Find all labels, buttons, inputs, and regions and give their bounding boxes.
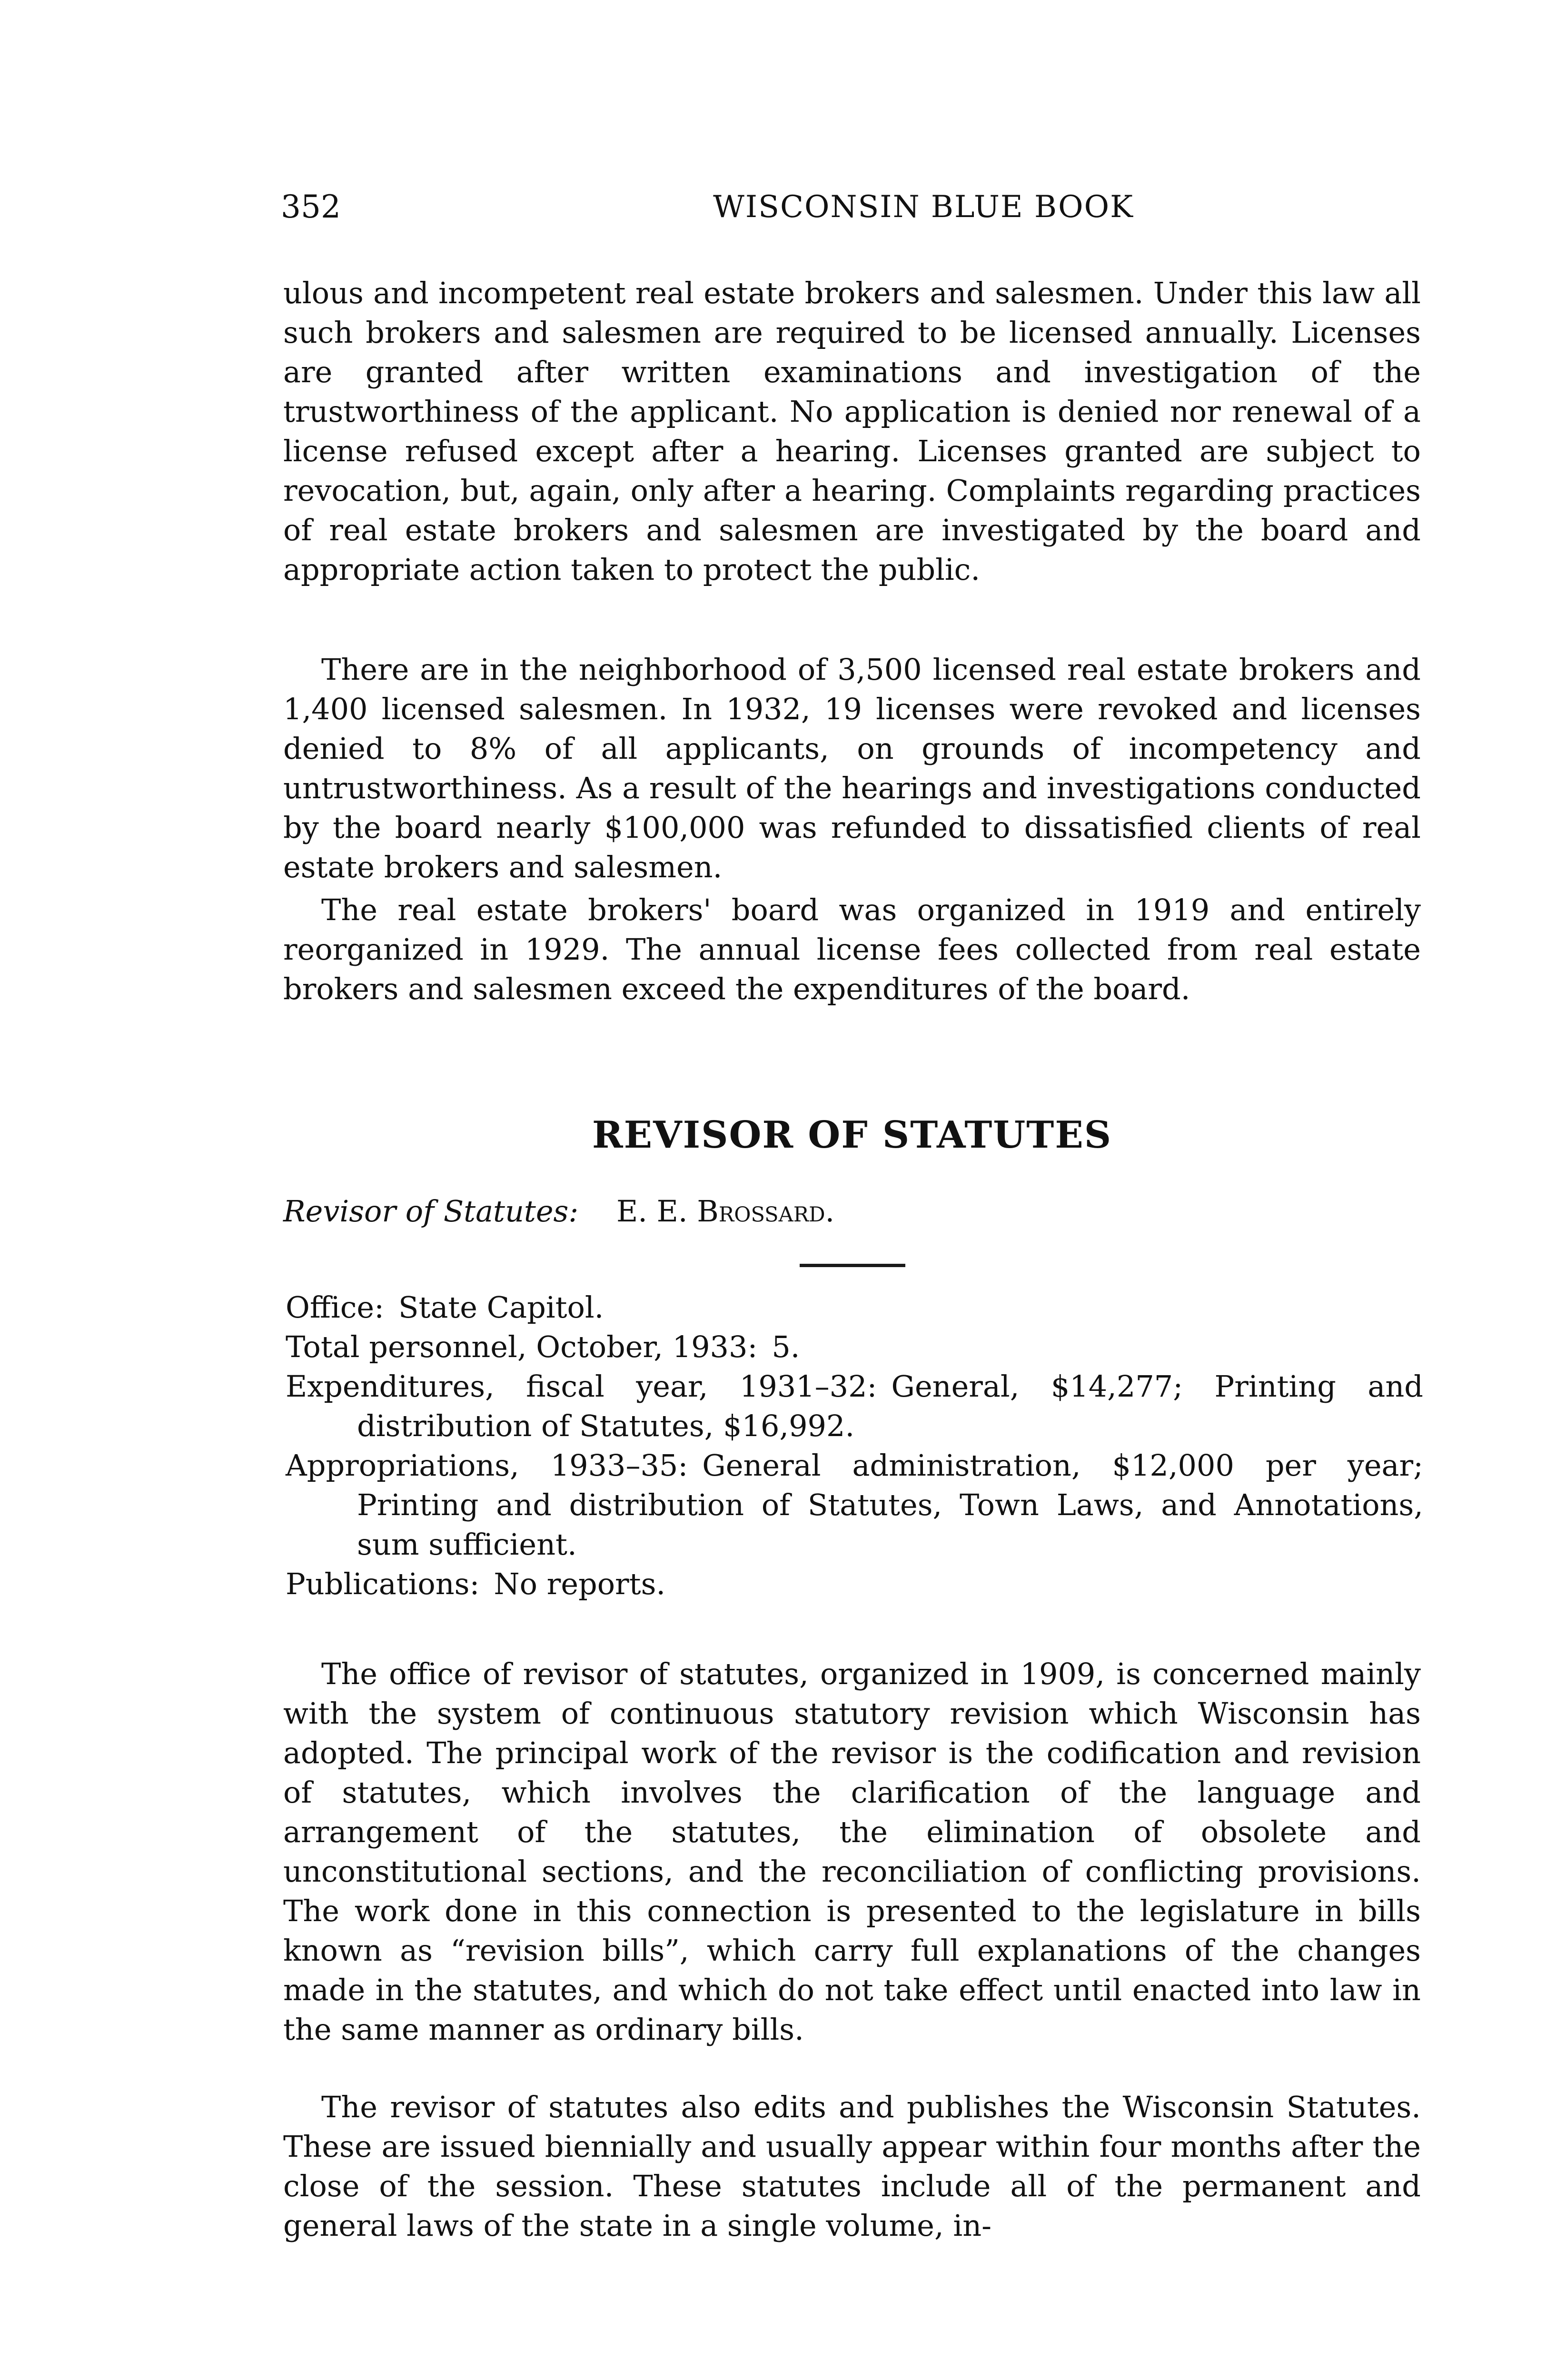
brokers-statistics-paragraph: [283, 650, 1421, 887]
board-history-paragraph: [283, 890, 1421, 1009]
fact-value: State Capitol.: [398, 1290, 604, 1325]
section-divider: [800, 1264, 905, 1267]
office-facts: [286, 1288, 1423, 1604]
fact-label: Office:: [286, 1290, 385, 1325]
section-title: REVISOR OF STATUTES: [592, 1113, 1112, 1157]
paragraph-text: ulous and incompetent real estate brokers and salesmen. Under this law all such brokers and salesmen are required to be licensed annually. Licenses are granted after written examinations and investigation of the trustworthiness of the applicant. No application is denied nor renewal of a license refused except after a hearing. Licenses granted are subject to revocation, but, again, only after a hearing. Complaints regarding practices of real estate brokers and salesmen are investigated by the board and appropriate action taken to protect the public.: [283, 276, 1421, 587]
fact-label: Publications:: [286, 1567, 480, 1601]
fact-appropriations: [286, 1446, 1423, 1564]
paragraph-text: The revisor of statutes also edits and publishes the Wisconsin Statutes. These are issued biennially and usually appear within four months after the close of the session. These statutes include all of the permanent and general laws of the state in a single volume, in-: [283, 2090, 1421, 2243]
fact-label: Total personnel, October, 1933:: [286, 1329, 758, 1364]
statutes-publication-paragraph: [283, 2087, 1421, 2245]
fact-value: General, $14,277; Printing and distribution of Statutes, $16,992.: [357, 1369, 1423, 1443]
fact-office: [286, 1288, 1423, 1327]
page-header: [281, 181, 1423, 233]
paragraph-text: There are in the neighborhood of 3,500 licensed real estate brokers and 1,400 licensed salesmen. In 1932, 19 licenses were revoked and licenses denied to 8% of all applicants, on grounds of incompetency and untrustworthiness. As a result of the hearings and investigations conducted by the board nearly $100,000 was refunded to dissatisfied clients of real estate brokers and salesmen.: [283, 652, 1421, 884]
running-title: WISCONSIN BLUE BOOK: [713, 189, 1134, 225]
continued-paragraph: [283, 273, 1421, 589]
officer-line: [283, 1190, 1421, 1233]
fact-value: General administration, $12,000 per year; Printing and distribution of Statutes, Town Laws, and Annotations, sum sufficient.: [357, 1448, 1423, 1562]
officer-role: Revisor of Statutes:: [283, 1194, 579, 1229]
fact-label: Appropriations, 1933–35:: [286, 1448, 688, 1483]
officer-name: E. E. Brossard.: [616, 1194, 835, 1229]
fact-expenditures: [286, 1367, 1423, 1446]
fact-value: 5.: [772, 1329, 800, 1364]
paragraph-text: The office of revisor of statutes, organized in 1909, is concerned mainly with the system of continuous statutory revision which Wisconsin has adopted. The principal work of the revisor is the codification and revision of statutes, which involves the clarification of the language and arrangement of the statutes, the elimination of obsolete and unconstitutional sections, and the reconciliation of conflicting provisions. The work done in this connection is presented to the legislature in bills known as “revision bills”, which carry full explanations of the changes made in the statutes, and which do not take effect until enacted into law in the same manner as ordinary bills.: [283, 1656, 1421, 2047]
fact-publications: [286, 1564, 1423, 1604]
fact-label: Expenditures, fiscal year, 1931–32:: [286, 1369, 877, 1404]
fact-personnel: [286, 1327, 1423, 1367]
revisor-description-paragraph: [283, 1654, 1421, 2049]
fact-value: No reports.: [494, 1567, 666, 1601]
paragraph-text: The real estate brokers' board was organized in 1919 and entirely reorganized in 1929. The annual license fees collected from real estate brokers and salesmen exceed the expenditures of the board.: [283, 892, 1421, 1006]
page-number: 352: [281, 188, 341, 225]
